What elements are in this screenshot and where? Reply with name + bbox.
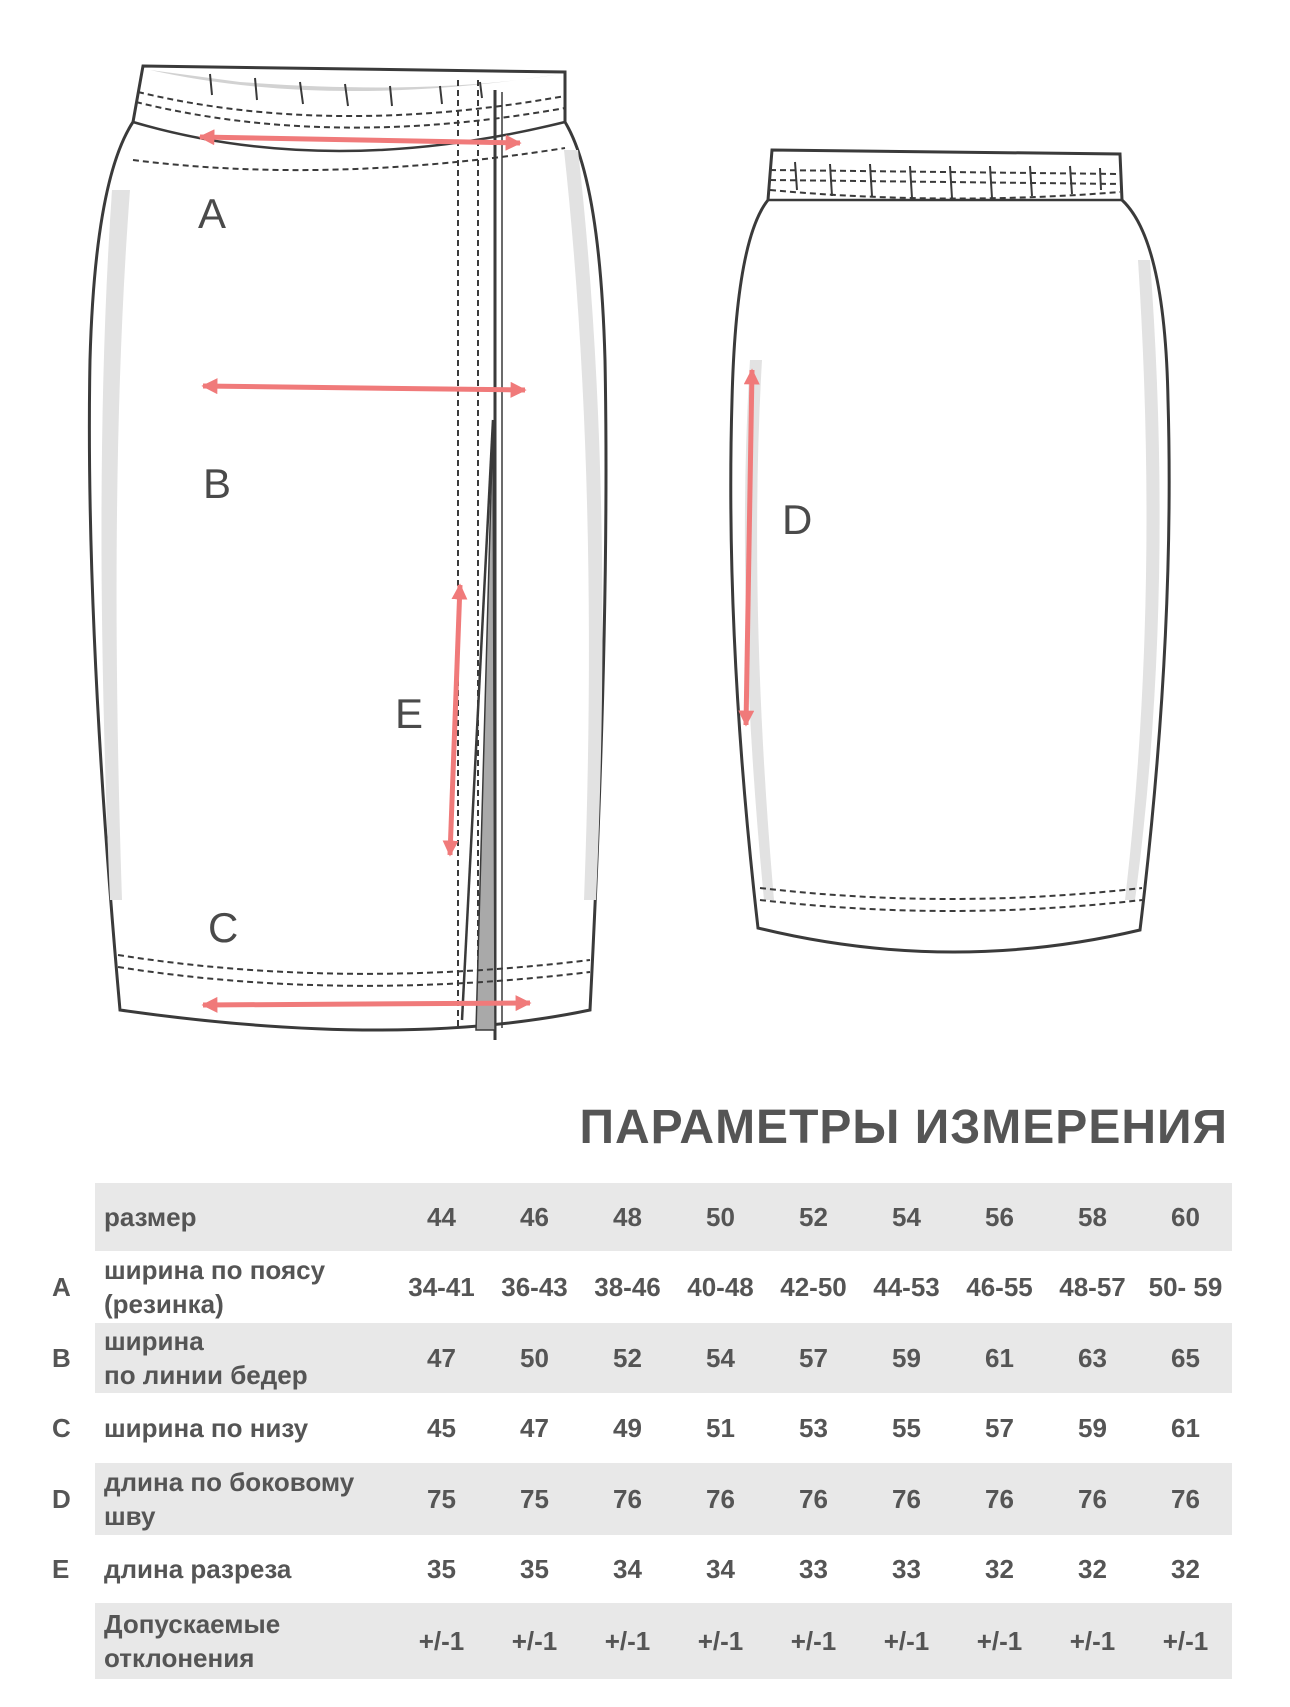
table-cell: 34-41 [408,1271,475,1302]
row-name-line: ширина по поясу [104,1255,326,1285]
row-name [95,1603,395,1679]
label-b: B [203,460,232,507]
table-cell: 44-53 [873,1271,940,1302]
table-cell: 54 [674,1323,767,1393]
table-cell: +/-1 [674,1603,767,1679]
table-cell: 76 [1139,1463,1232,1535]
table-cell: +/-1 [395,1603,488,1679]
table-cell: +/-1 [860,1603,953,1679]
table-cell: 33 [799,1553,828,1584]
header-size: 54 [860,1183,953,1251]
header-size: 44 [395,1183,488,1251]
header-size: 48 [581,1183,674,1251]
table-cell: +/-1 [1139,1603,1232,1679]
table-cell: 33 [892,1553,921,1584]
row-letter: B [52,1342,71,1373]
label-e: E [395,690,424,737]
row-name [95,1463,395,1535]
table-cell: 50 [488,1323,581,1393]
header-letter-cell [40,1183,95,1251]
label-c: C [208,904,239,951]
header-size: 46 [488,1183,581,1251]
row-letter: A [52,1271,71,1302]
table-cell: 61 [1171,1412,1200,1443]
table-cell: 49 [613,1412,642,1443]
back-skirt-drawing [731,150,1169,952]
table-cell: 65 [1139,1323,1232,1393]
table-row [40,1323,1232,1393]
table-cell: 50- 59 [1148,1271,1223,1302]
row-name [95,1251,395,1323]
table-cell: 59 [860,1323,953,1393]
table-cell: +/-1 [953,1603,1046,1679]
table-cell: +/-1 [488,1603,581,1679]
header-size: 56 [953,1183,1046,1251]
table-cell: 63 [1046,1323,1139,1393]
row-name-line: ширина по низу [104,1413,309,1443]
table-cell: 38-46 [594,1271,661,1302]
row-name-line: отклонения [104,1643,255,1673]
table-cell: 76 [860,1463,953,1535]
row-name-line: шву [104,1501,156,1531]
table-cell: 52 [581,1323,674,1393]
header-size: 60 [1139,1183,1232,1251]
table-cell: 53 [799,1412,828,1443]
table-row [40,1535,1232,1603]
table-cell: 59 [1078,1412,1107,1443]
table-cell: +/-1 [1046,1603,1139,1679]
row-name-line: ширина [104,1326,204,1356]
front-skirt-drawing [89,66,606,1040]
table-cell: 51 [706,1412,735,1443]
table-cell: 32 [985,1553,1014,1584]
row-name [95,1323,395,1393]
table-row [40,1603,1232,1679]
header-size: 50 [674,1183,767,1251]
table-cell: 46-55 [966,1271,1033,1302]
row-name-line: длина разреза [104,1554,292,1584]
table-cell: 57 [985,1412,1014,1443]
header-size-label: размер [95,1183,395,1251]
table-cell: 47 [520,1412,549,1443]
page-title: ПАРАМЕТРЫ ИЗМЕРЕНИЯ [579,1101,1228,1154]
table-row [40,1251,1232,1323]
label-a: A [198,190,227,237]
table-cell: 75 [395,1463,488,1535]
row-name-line: (резинка) [104,1289,224,1319]
table-cell: 35 [427,1553,456,1584]
table-row [40,1463,1232,1535]
row-letter: D [52,1483,71,1514]
table-cell: 34 [613,1553,642,1584]
table-cell: 40-48 [687,1271,754,1302]
table-cell: 32 [1078,1553,1107,1584]
header-size: 58 [1046,1183,1139,1251]
table-cell: 34 [706,1553,735,1584]
table-row [40,1393,1232,1463]
row-name-line: длина по боковому [104,1467,355,1497]
table-cell: 36-43 [501,1271,568,1302]
row-letter: C [52,1412,71,1443]
table-cell: 57 [767,1323,860,1393]
arrow-c [203,1003,530,1005]
table-cell: 76 [674,1463,767,1535]
size-table [40,1183,1232,1679]
table-cell: 61 [953,1323,1046,1393]
row-name-line: по линии бедер [104,1360,308,1390]
table-cell: 42-50 [780,1271,847,1302]
table-cell: 32 [1171,1553,1200,1584]
row-name-line: Допускаемые [104,1609,281,1639]
table-cell: 75 [488,1463,581,1535]
table-header-row [40,1183,1232,1251]
row-letter: E [52,1553,70,1584]
table-cell: +/-1 [767,1603,860,1679]
table-cell: 35 [520,1553,549,1584]
table-cell: 76 [1046,1463,1139,1535]
table-cell: 48-57 [1059,1271,1126,1302]
table-cell: 47 [395,1323,488,1393]
table-cell: 76 [953,1463,1046,1535]
table-cell: 76 [767,1463,860,1535]
header-size: 52 [767,1183,860,1251]
table-cell: 76 [581,1463,674,1535]
table-cell: +/-1 [581,1603,674,1679]
table-cell: 45 [427,1412,456,1443]
row-letter [40,1603,95,1679]
row-name [95,1535,395,1603]
label-d: D [782,496,813,543]
row-name [95,1393,395,1463]
table-cell: 55 [892,1412,921,1443]
